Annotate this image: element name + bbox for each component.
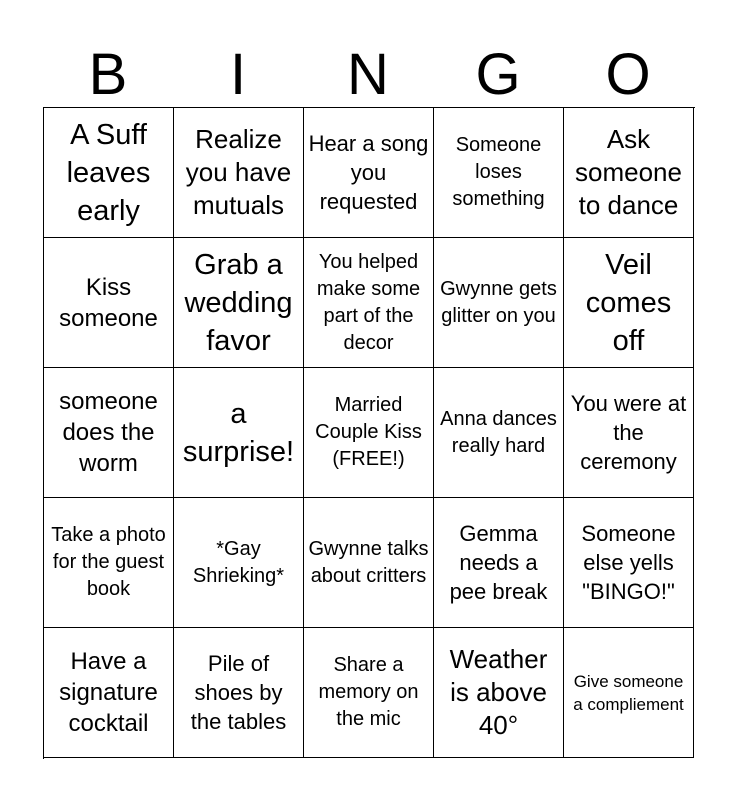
cell-text: Take a photo for the guest book	[51, 524, 166, 600]
cell-text: Realize you have mutuals	[185, 124, 292, 220]
cell-text: Gemma needs a pee break	[449, 521, 548, 604]
bingo-cell[interactable]	[174, 238, 304, 368]
bingo-cell[interactable]	[564, 498, 694, 628]
bingo-cell[interactable]	[174, 628, 304, 758]
bingo-cell[interactable]	[44, 628, 174, 758]
cell-text: Grab a wedding favor	[184, 248, 293, 357]
header-letter-o: O	[605, 42, 651, 107]
header-letter-b: B	[88, 42, 128, 107]
bingo-cell[interactable]	[174, 108, 304, 238]
cell-text: *Gay Shrieking*	[192, 537, 285, 587]
bingo-cell[interactable]	[174, 498, 304, 628]
cell-text: Gwynne gets glitter on you	[440, 277, 557, 327]
bingo-cell[interactable]	[564, 238, 694, 368]
bingo-cell[interactable]	[44, 498, 174, 628]
cell-text: Give someone a compliement	[573, 671, 684, 714]
cell-text: A Suff leaves early	[66, 118, 151, 227]
bingo-cell[interactable]	[434, 238, 564, 368]
bingo-cell[interactable]	[304, 498, 434, 628]
bingo-cell[interactable]	[304, 108, 434, 238]
bingo-cell[interactable]	[564, 368, 694, 498]
cell-text: Married Couple Kiss (FREE!)	[315, 394, 422, 470]
bingo-cell[interactable]	[434, 108, 564, 238]
bingo-cell[interactable]	[44, 238, 174, 368]
cell-text: Veil comes off	[585, 248, 672, 357]
cell-text: Weather is above 40°	[449, 644, 548, 740]
cell-text: Pile of shoes by the tables	[190, 651, 287, 734]
header-letter-n: N	[347, 42, 389, 107]
cell-text: Someone loses something	[452, 134, 545, 210]
bingo-cell[interactable]	[434, 368, 564, 498]
cell-text: Hear a song you requested	[308, 131, 429, 214]
header-letter-g: G	[475, 42, 521, 107]
bingo-cell[interactable]	[564, 628, 694, 758]
cell-text: You helped make some part of the decor	[316, 250, 421, 354]
cell-text: Anna dances really hard	[440, 407, 557, 457]
cell-text: Gwynne talks about critters	[308, 537, 429, 587]
cell-text: Share a memory on the mic	[318, 654, 419, 730]
header-letter-i: I	[229, 42, 247, 107]
cell-text: Ask someone to dance	[575, 124, 682, 220]
cell-text: Someone else yells "BINGO!"	[581, 521, 676, 604]
cell-text: Kiss someone	[59, 273, 158, 332]
bingo-cell[interactable]	[304, 238, 434, 368]
cell-text: a surprise!	[182, 397, 295, 468]
bingo-cell[interactable]	[564, 108, 694, 238]
cell-text: someone does the worm	[59, 388, 158, 477]
bingo-cell[interactable]	[304, 628, 434, 758]
bingo-cell[interactable]	[44, 108, 174, 238]
bingo-cell[interactable]	[174, 368, 304, 498]
bingo-cell[interactable]	[434, 498, 564, 628]
cell-text: You were at the ceremony	[570, 391, 687, 474]
bingo-cell[interactable]	[304, 368, 434, 498]
bingo-header	[43, 44, 693, 106]
bingo-cell[interactable]	[44, 368, 174, 498]
bingo-board	[43, 107, 695, 759]
cell-text: Have a signature cocktail	[59, 648, 158, 737]
bingo-cell[interactable]	[434, 628, 564, 758]
